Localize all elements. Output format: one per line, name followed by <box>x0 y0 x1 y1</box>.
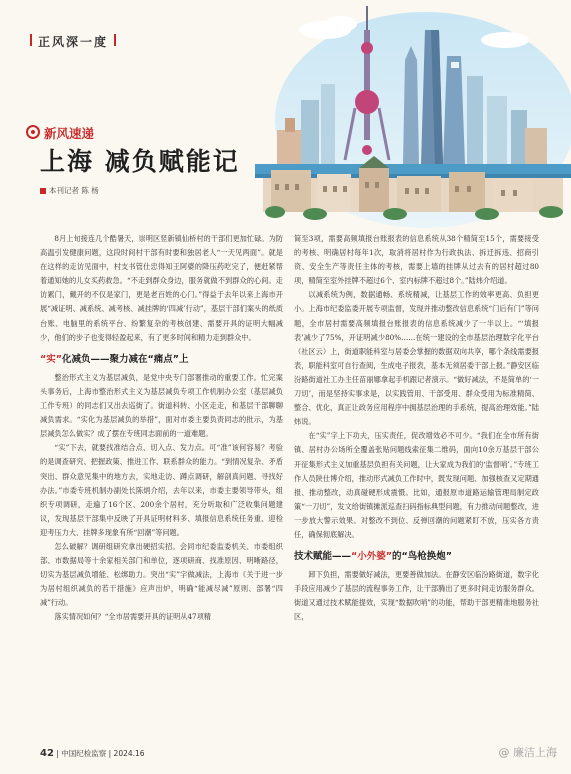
section-tag: 新风速递 <box>44 124 94 142</box>
paragraph: 整治形式主义为基层减负，是党中央专门部署推动的重要工作。忙完案头事务后，上海市整治形式主义为基层减负专项工作机制办公室（基层减负工作专班）的同志们又出去巡街了。街道科转、小区走走，和基层干部聊聊减负需求。“实化为基层减负的举措”，面对市委主要负责同志的批示，为基层减负怎么做实？成了摆在专班同志面前的一道难题。 <box>40 372 283 439</box>
target-icon <box>26 125 40 139</box>
paragraph: 在“实”字上下功夫，压实责任，促改增效必不可少。“我们在全市所有街镇、居村办公场所全覆盖张贴问题线索征集二维码，面向10余万基层干部公开征集形式主义加重基层负担有关问题，让大家成为我们的‘监督哨’。”专班工作人员陕仕博介绍，推动形式减负工作时中，既发现问题、加强核查又定期通报、推动整改，动真碰硬形成震慑。比如，通报原市道路运输管理局制定政策“一刀切”，发文给街镇摊派巡查扫码指标典型问题，有力推动问题整改，进一步放大警示效果。对整改不到位、反弹回潮的问题紧盯不放，压实各方责任，确保彻底解决。 <box>294 431 539 539</box>
paragraph: 以减系统为例，数据通畅、系统精减，让基层工作的效率更高、负担更小。上海市纪委监委开展专项监督，发现并推动整改信息系统“门后有门”等问题，全市居村需要高频填报台账报表的信息系统减少了一半以上。“‘填报表’减少了75%，开证明减少80%……在统一建设的全市基层治理数字化平台（社区云）上，街道职能科室与居委会掌握的数据双向共享，哪个条线需要报表，职能科室可自行查阅，生成电子报表，基本无须居委干部上报。”静安区临汾路街道社工办主任苗丽娜拿起手机跟记者演示。“做好减法，不是简单的‘一刀切’，而是坚持实事求是，以实践管用、干部受用、群众受用为标准精简、整合、优化，真正让政务应用程序中拥基层治理的手系统，提高治理效能。”陆炜说。 <box>294 290 539 427</box>
page-footer: 42 | 中国纪检监察 | 2024.16 <box>40 748 145 759</box>
paragraph: 怎么破解？调研组研究拿出硬招实招。会同市纪委监委机关、市委组织部、市数据局等十余家相关部门和单位，逐项研商、找准原因、明晰路径，切实为基层减负增能、松绑助力。突出“实”字做减法，上海市《关于进一步为居村组织减负的若干措施》应声出炉，明确“能减尽减”原则、部署“四减”行动。 <box>40 541 283 608</box>
paragraph: 简至3项，需要高频填报台账报表的信息系统从38个精简至15个，需要接受的考核、明确居村每年1次，取消将居村作为行政执法、拆迁拆违、招商引资、安全生产等责任主体的考核，需要上墙的挂牌从过去有的居村超过80项，精简至室外挂牌不超过6个、室内标牌不超过8个。”陆炜介绍道。 <box>294 234 539 286</box>
shanghai-skyline-illustration <box>255 0 571 228</box>
paragraph: “实”下去，就要找准结合点、切入点、发力点。可“准”该何容易？考验的是调查研究、把握政策、推进工作、联系群众的能力。“到情况复杂、矛盾突出、群众意见集中的地方去，实地走访、蹲点调研，解剖真问题、寻找好办法。”市委专班机制办副处长陈炳介绍，去年以来，市委主要领导带头，组织专项调研，走遍了16个区、200余个居村，充分听取和广泛收集问题建议，发现基层干部集中反映了开具证明材料多、填报信息系统任务重、迎检迎考压力大、挂牌多现象有所“回潮”等问题。 <box>40 443 283 537</box>
byline: 本刊记者 陈 杨 <box>40 185 99 196</box>
paragraph: 落实情况如何？“全市居需要开具的证明从47项精 <box>54 612 211 622</box>
paragraph: 卸下负担，需要做好减法，更要善做加法。在静安区临汾路街道，数字化手段应用减少了基层的流程事务工作，让干部腾出了更多时间走访服务群众。街道又通过技术赋能提效，实现“数据吹哨”的功能，帮助干部更精准地服务社区， <box>294 570 539 622</box>
column-label: 正风深一度 <box>38 33 108 50</box>
paragraph: 8月上旬接连几个酷暑天，崇明区竖新镇仙桥村的干部们更加忙碌。为防高温引发健康问题，这段时间村干部有时要和独居老人“一天见两面”。就是在这样的走访见面中，村支书管仕忠得知王阿婆的降压药吃完了，便赶紧帮着通知她的儿女买药救急。“不走到群众身边，服务就做不到群众的心间。走访累门，戴开的不仅是家门，更是老百姓的心门。”得益于去年以来上海市开展“减证明、减系统、减考核、减挂牌的‘四减’行动”，基层干部们案头的纸质台账、电脑里的系统平台、纷繁复杂的考核创建、需要开具的证明大幅减少，他们的步子也变得轻盈起来，有了更多时间和精力走到群众中。 <box>40 234 283 342</box>
watermark: @ 廉洁上海 <box>498 746 557 759</box>
section-subhead: “实”化减负——聚力减在“痛点”上 <box>40 353 189 365</box>
square-bullet-icon <box>40 188 46 194</box>
right-column <box>294 232 539 625</box>
article-title: 上海 减负赋能记 <box>40 147 240 176</box>
section-subhead: 技术赋能——“小外婆”的“鸟枪换炮” <box>294 551 453 563</box>
left-column <box>40 232 283 625</box>
